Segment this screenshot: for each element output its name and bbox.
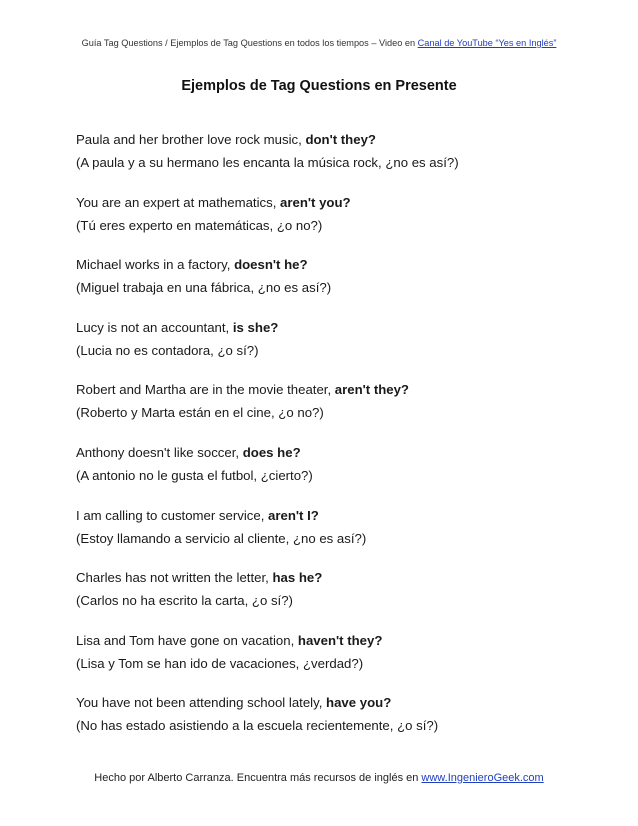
tag-question: does he?	[242, 444, 301, 460]
sentence-text: Robert and Martha are in the movie theater,	[76, 382, 335, 398]
example-item	[76, 691, 596, 754]
sentence-text: Paula and her brother love rock music,	[76, 132, 306, 147]
example-item	[76, 316, 596, 379]
example-sentence	[76, 191, 596, 214]
tag-question: aren't they?	[334, 382, 409, 398]
example-sentence	[76, 566, 596, 589]
sentence-text: Anthony doesn't like soccer,	[76, 444, 243, 460]
example-item	[76, 629, 596, 692]
example-translation: (Roberto y Marta están en el cine, ¿o no?)	[76, 405, 324, 421]
example-item	[76, 441, 596, 504]
tag-question: have you?	[326, 695, 392, 711]
sentence-text: Charles has not written the letter,	[76, 570, 273, 586]
example-sentence	[76, 629, 596, 652]
page-footer	[0, 772, 638, 784]
example-translation: (A antonio no le gusta el futbol, ¿cierto?)	[76, 467, 313, 483]
sentence-text: Michael works in a factory,	[76, 257, 235, 273]
example-translation: (Estoy llamando a servicio al cliente, ¿no es así?)	[76, 530, 367, 546]
example-item	[76, 378, 596, 441]
example-translation: (A paula y a su hermano les encanta la música rock, ¿no es así?)	[76, 155, 459, 170]
example-translation: (Tú eres experto en matemáticas, ¿o no?)	[76, 217, 323, 233]
example-item	[76, 191, 596, 254]
example-translation: (Miguel trabaja en una fábrica, ¿no es así?)	[76, 280, 332, 296]
tag-question: has he?	[272, 570, 323, 586]
example-translation: (No has estado asistiendo a la escuela recientemente, ¿o sí?)	[76, 718, 439, 734]
example-item	[76, 504, 596, 567]
tag-question: don't they?	[305, 132, 376, 147]
page-header	[0, 38, 638, 48]
example-item	[76, 253, 596, 316]
example-item	[76, 566, 596, 629]
example-sentence	[76, 128, 596, 151]
tag-question: aren't I?	[268, 507, 319, 523]
example-sentence	[76, 691, 596, 714]
website-link[interactable]: www.IngenieroGeek.com	[421, 772, 544, 784]
example-item	[76, 128, 596, 191]
sentence-text: You are an expert at mathematics,	[76, 194, 281, 210]
example-translation: (Lucia no es contadora, ¿o sí?)	[76, 342, 259, 358]
tag-question: haven't they?	[297, 632, 383, 648]
example-sentence	[76, 316, 596, 339]
youtube-channel-link[interactable]: Canal de YouTube “Yes en Inglés”	[417, 38, 557, 48]
sentence-text: Lucy is not an accountant,	[76, 319, 233, 335]
example-sentence	[76, 441, 596, 464]
example-translation: (Lisa y Tom se han ido de vacaciones, ¿verdad?)	[76, 655, 364, 671]
tag-question: is she?	[232, 319, 279, 335]
sentence-text: Lisa and Tom have gone on vacation,	[76, 632, 298, 648]
sentence-text: You have not been attending school lately,	[76, 695, 327, 711]
sentence-text: I am calling to customer service,	[76, 507, 269, 523]
tag-question: doesn't he?	[234, 257, 308, 273]
examples-list	[76, 128, 596, 754]
example-sentence	[76, 504, 596, 527]
header-text: Guía Tag Questions / Ejemplos de Tag Questions en todos los tiempos – Video en	[81, 38, 418, 48]
example-translation: (Carlos no ha escrito la carta, ¿o sí?)	[76, 593, 293, 609]
example-sentence	[76, 253, 596, 276]
page-title: Ejemplos de Tag Questions en Presente	[181, 78, 457, 94]
footer-text: Hecho por Alberto Carranza. Encuentra más recursos de inglés en	[94, 772, 422, 784]
tag-question: aren't you?	[280, 194, 351, 210]
example-sentence	[76, 378, 596, 401]
